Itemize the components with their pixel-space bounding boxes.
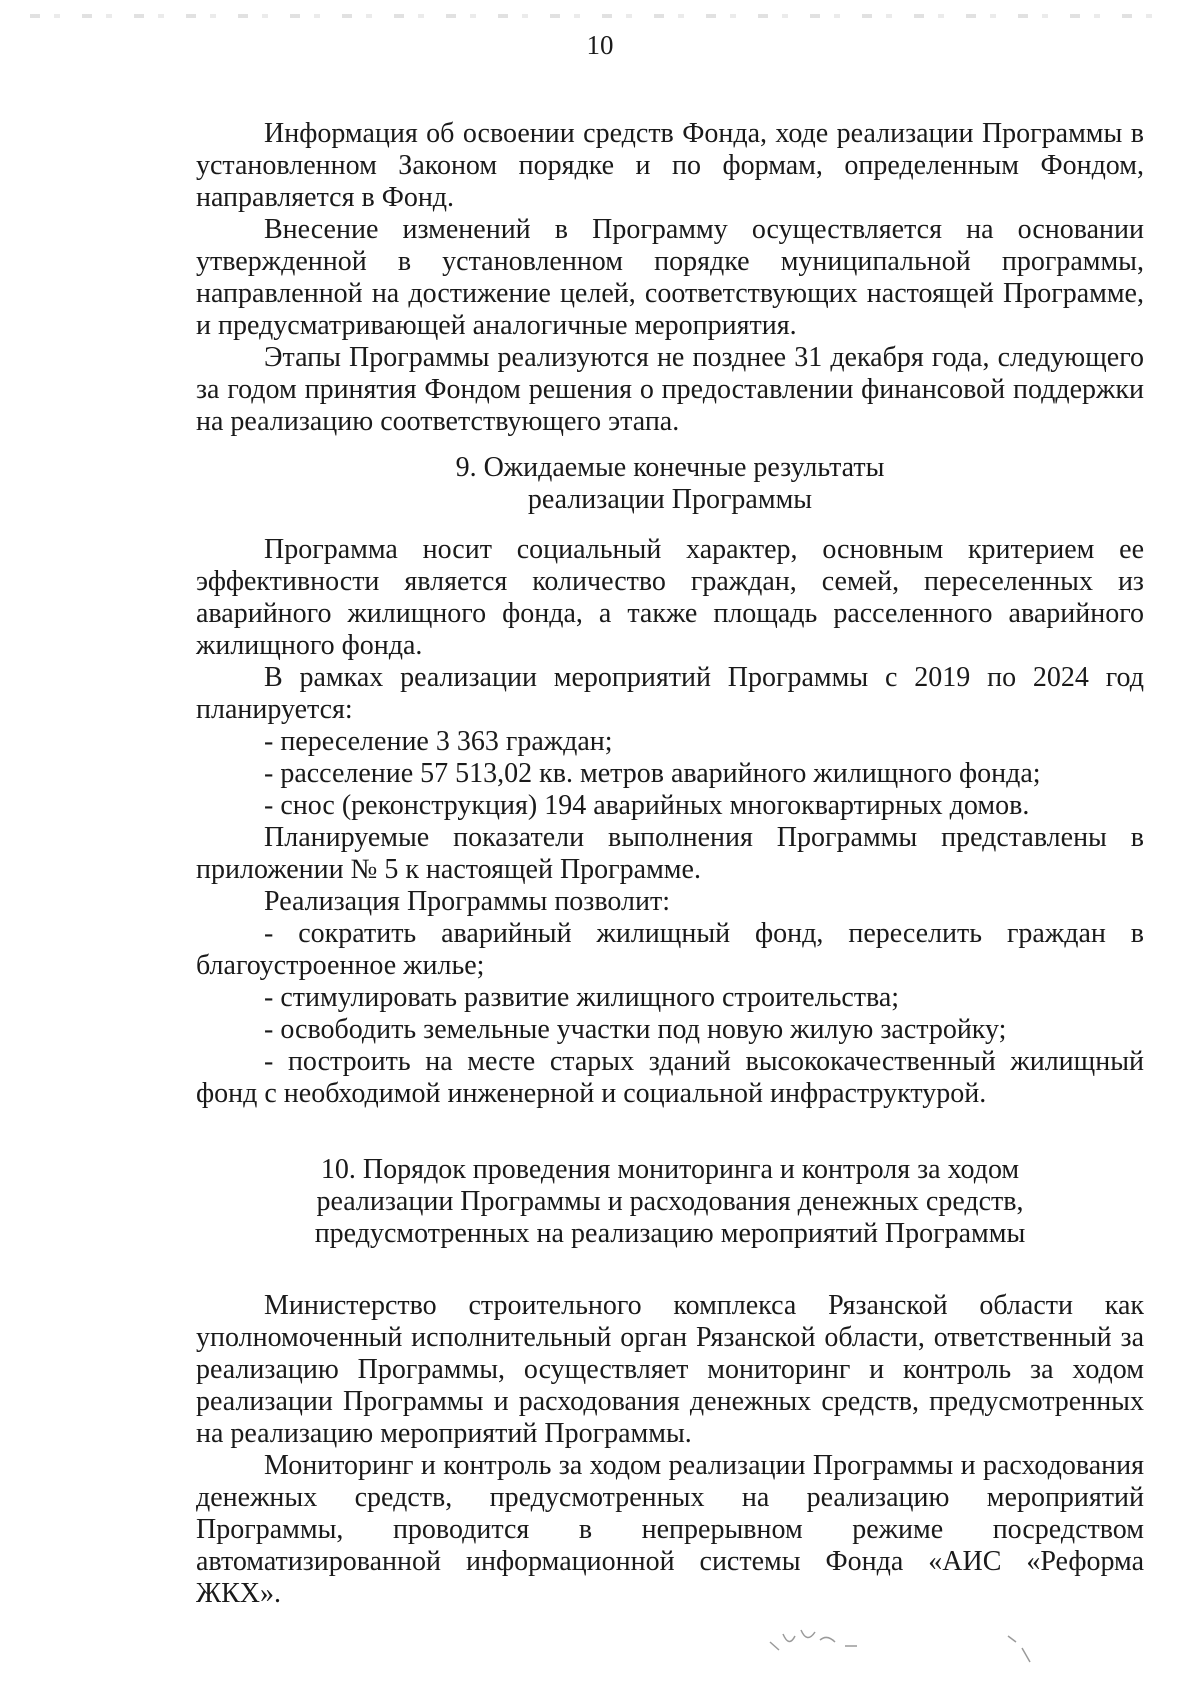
scan-scribble-mark (765, 1620, 875, 1660)
scan-corner-mark (1000, 1628, 1040, 1668)
list-item-demolition: - снос (реконструкция) 194 аварийных многоквартирных домов. (264, 790, 1030, 821)
page-number: 10 (586, 30, 614, 60)
paragraph-program-stages: Этапы Программы реализуются не позднее 31 декабря года, следующего за годом принятия Фондом решения о предоставлении финансовой поддержки на реализацию соответствующего этапа. (196, 342, 1144, 437)
paragraph-planned-measures: В рамках реализации мероприятий Программы с 2019 по 2024 год планируется: (196, 662, 1144, 725)
list-item-stimulate-construction: - стимулировать развитие жилищного строительства; (264, 982, 900, 1013)
section-9-title-line-1: 9. Ожидаемые конечные результаты (455, 452, 885, 483)
paragraph-indicators: Планируемые показатели выполнения Программы представлены в приложении № 5 к настоящей Программе. (196, 822, 1144, 885)
paragraph-funds-info: Информация об освоении средств Фонда, ходе реализации Программы в установленном Законом порядке и по формам, определенным Фондом, направляется в Фонд. (196, 118, 1144, 213)
paragraph-ministry-control: Министерство строительного комплекса Рязанской области как уполномоченный исполнительный орган Рязанской области, ответственный за реализацию Программы, осуществляет мониторинг и контроль за ходом реализации Программы и расходования денежных средств, предусмотренных на реализацию мероприятий Программы. (196, 1290, 1144, 1449)
paragraph-monitoring-system: Мониторинг и контроль за ходом реализации Программы и расходования денежных средств, предусмотренных на реализацию мероприятий Программы, проводится в непрерывном режиме посредством автоматизированной информационной системы Фонда «АИС «Реформа ЖКХ». (196, 1450, 1144, 1609)
section-10-title-line-1: 10. Порядок проведения мониторинга и контроля за ходом (320, 1154, 1020, 1185)
section-10-title-line-2: реализации Программы и расходования денежных средств, (316, 1186, 1024, 1217)
section-10-title-line-3: предусмотренных на реализацию мероприятий Программы (314, 1218, 1026, 1249)
list-item-resettlement: - переселение 3 363 граждан; (264, 726, 613, 757)
paragraph-social-character: Программа носит социальный характер, основным критерием ее эффективности является количество граждан, семей, переселенных из аварийного жилищного фонда, а также площадь расселенного аварийного жилищного фонда. (196, 534, 1144, 661)
section-9-title-line-2: реализации Программы (527, 484, 813, 515)
section-10-heading (196, 1154, 1144, 1250)
list-item-free-land: - освободить земельные участки под новую жилую застройку; (264, 1014, 1007, 1045)
paragraph-program-allows: Реализация Программы позволит: (264, 886, 670, 917)
list-item-build-housing: - построить на месте старых зданий высококачественный жилищный фонд с необходимой инженерной и социальной инфраструктурой. (196, 1046, 1144, 1109)
list-item-area: - расселение 57 513,02 кв. метров аварийного жилищного фонда; (264, 758, 1041, 789)
scan-artifact-top (30, 14, 1160, 18)
paragraph-program-changes: Внесение изменений в Программу осуществляется на основании утвержденной в установленном порядке муниципальной программы, направленной на достижение целей, соответствующих настоящей Программе, и предусматривающей аналогичные мероприятия. (196, 214, 1144, 341)
section-9-heading (196, 452, 1144, 516)
document-body (196, 118, 1144, 1610)
list-item-reduce-emergency-fund: - сократить аварийный жилищный фонд, переселить граждан в благоустроенное жилье; (196, 918, 1144, 981)
